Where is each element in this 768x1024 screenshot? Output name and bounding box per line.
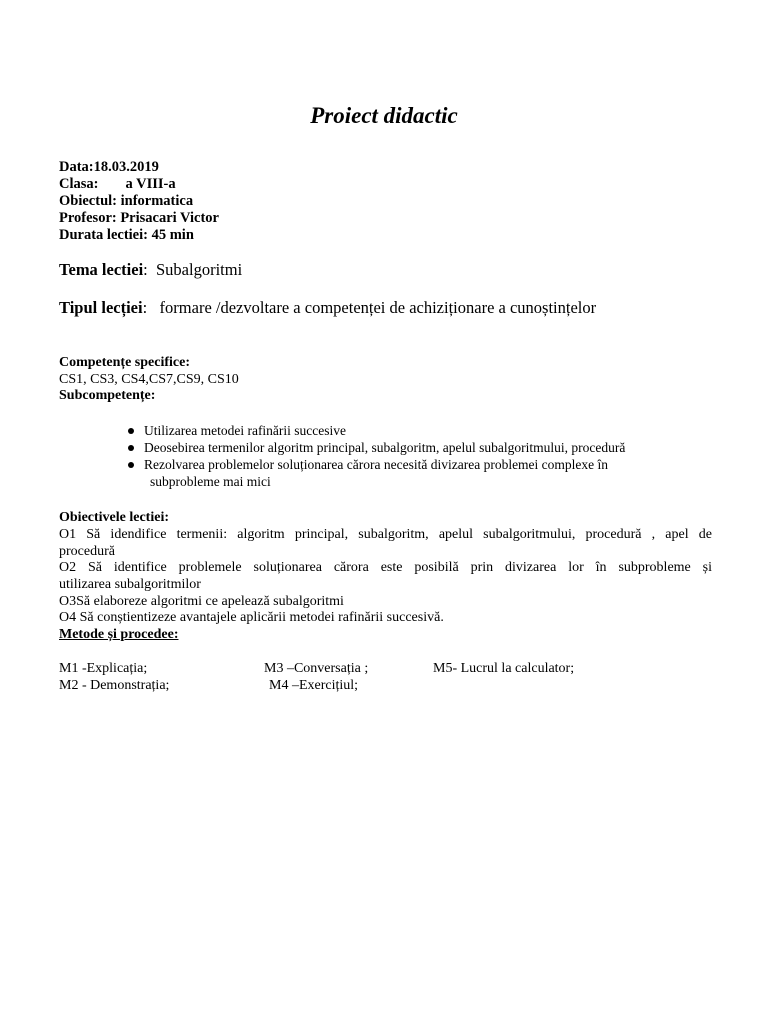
- method-m3: M3 –Conversația ;: [264, 661, 369, 676]
- method-m2: M2 - Demonstrația;: [59, 678, 170, 693]
- lesson-type-value: formare /dezvoltare a competenței de achiziționare a cunoștințelor: [159, 298, 597, 317]
- meta-teacher: Profesor: Prisacari Victor: [59, 210, 219, 226]
- lesson-topic-label: Tema lectiei: [59, 260, 144, 279]
- objective-o1: [59, 527, 712, 560]
- list-item: Deosebirea termenilor algoritm principal, subalgoritm, apelul subalgoritmului, procedură: [128, 439, 708, 456]
- list-item: [128, 456, 708, 490]
- list-item-continuation: subprobleme mai mici: [150, 474, 271, 489]
- competencies-list: CS1, CS3, CS4,CS7,CS9, CS10: [59, 372, 239, 387]
- lesson-topic-sep: :: [143, 260, 148, 279]
- method-m5: M5- Lucrul la calculator;: [433, 661, 575, 676]
- objectives-heading: Obiectivele lectiei:: [59, 510, 169, 525]
- competencies-heading: Competențe specifice:: [59, 355, 191, 370]
- objective-o3: O3Să elaboreze algoritmi ce apelează subalgoritmi: [59, 594, 344, 609]
- meta-class-label: Clasa:: [59, 176, 99, 192]
- meta-duration: Durata lectiei: 45 min: [59, 227, 194, 243]
- objective-o4: O4 Să conștientizeze avantajele aplicării metodei rafinării succesivă.: [59, 610, 444, 625]
- lesson-type: [59, 300, 596, 317]
- list-item-text: Rezolvarea problemelor soluționarea cărora necesită divizarea problemei complexe în: [144, 457, 609, 472]
- meta-date: Data:18.03.2019: [59, 159, 159, 175]
- lesson-type-sep: :: [142, 298, 148, 317]
- subcompetencies-heading: Subcompetențe:: [59, 388, 156, 403]
- method-m4: M4 –Exercițiul;: [269, 678, 359, 693]
- meta-class-value: a VIII-a: [125, 176, 176, 192]
- objective-o1-line2: procedură: [59, 543, 115, 559]
- meta-class: [59, 177, 176, 192]
- method-m1: M1 -Explicația;: [59, 661, 148, 676]
- list-item: Utilizarea metodei rafinării succesive: [128, 422, 708, 439]
- objective-o1-line1: O1 Să idendifice termenii: algoritm principal, subalgoritm, apelul subalgoritmului, procedură , apel de: [59, 527, 712, 542]
- document-title: Proiect didactic: [310, 103, 458, 128]
- objective-o2-line2: utilizarea subalgoritmilor: [59, 576, 201, 592]
- objective-o2: [59, 560, 712, 593]
- subcompetencies-list: [128, 422, 708, 490]
- meta-subject: Obiectul: informatica: [59, 193, 194, 209]
- lesson-topic: [59, 262, 242, 279]
- objective-o2-line1: O2 Să identifice problemele soluționarea cărora este posibilă prin divizarea lor în subprobleme și: [59, 560, 712, 575]
- methods-heading: Metode și procedee:: [59, 627, 179, 642]
- lesson-topic-value: Subalgoritmi: [156, 260, 243, 279]
- lesson-type-label: Tipul lecției: [59, 298, 143, 317]
